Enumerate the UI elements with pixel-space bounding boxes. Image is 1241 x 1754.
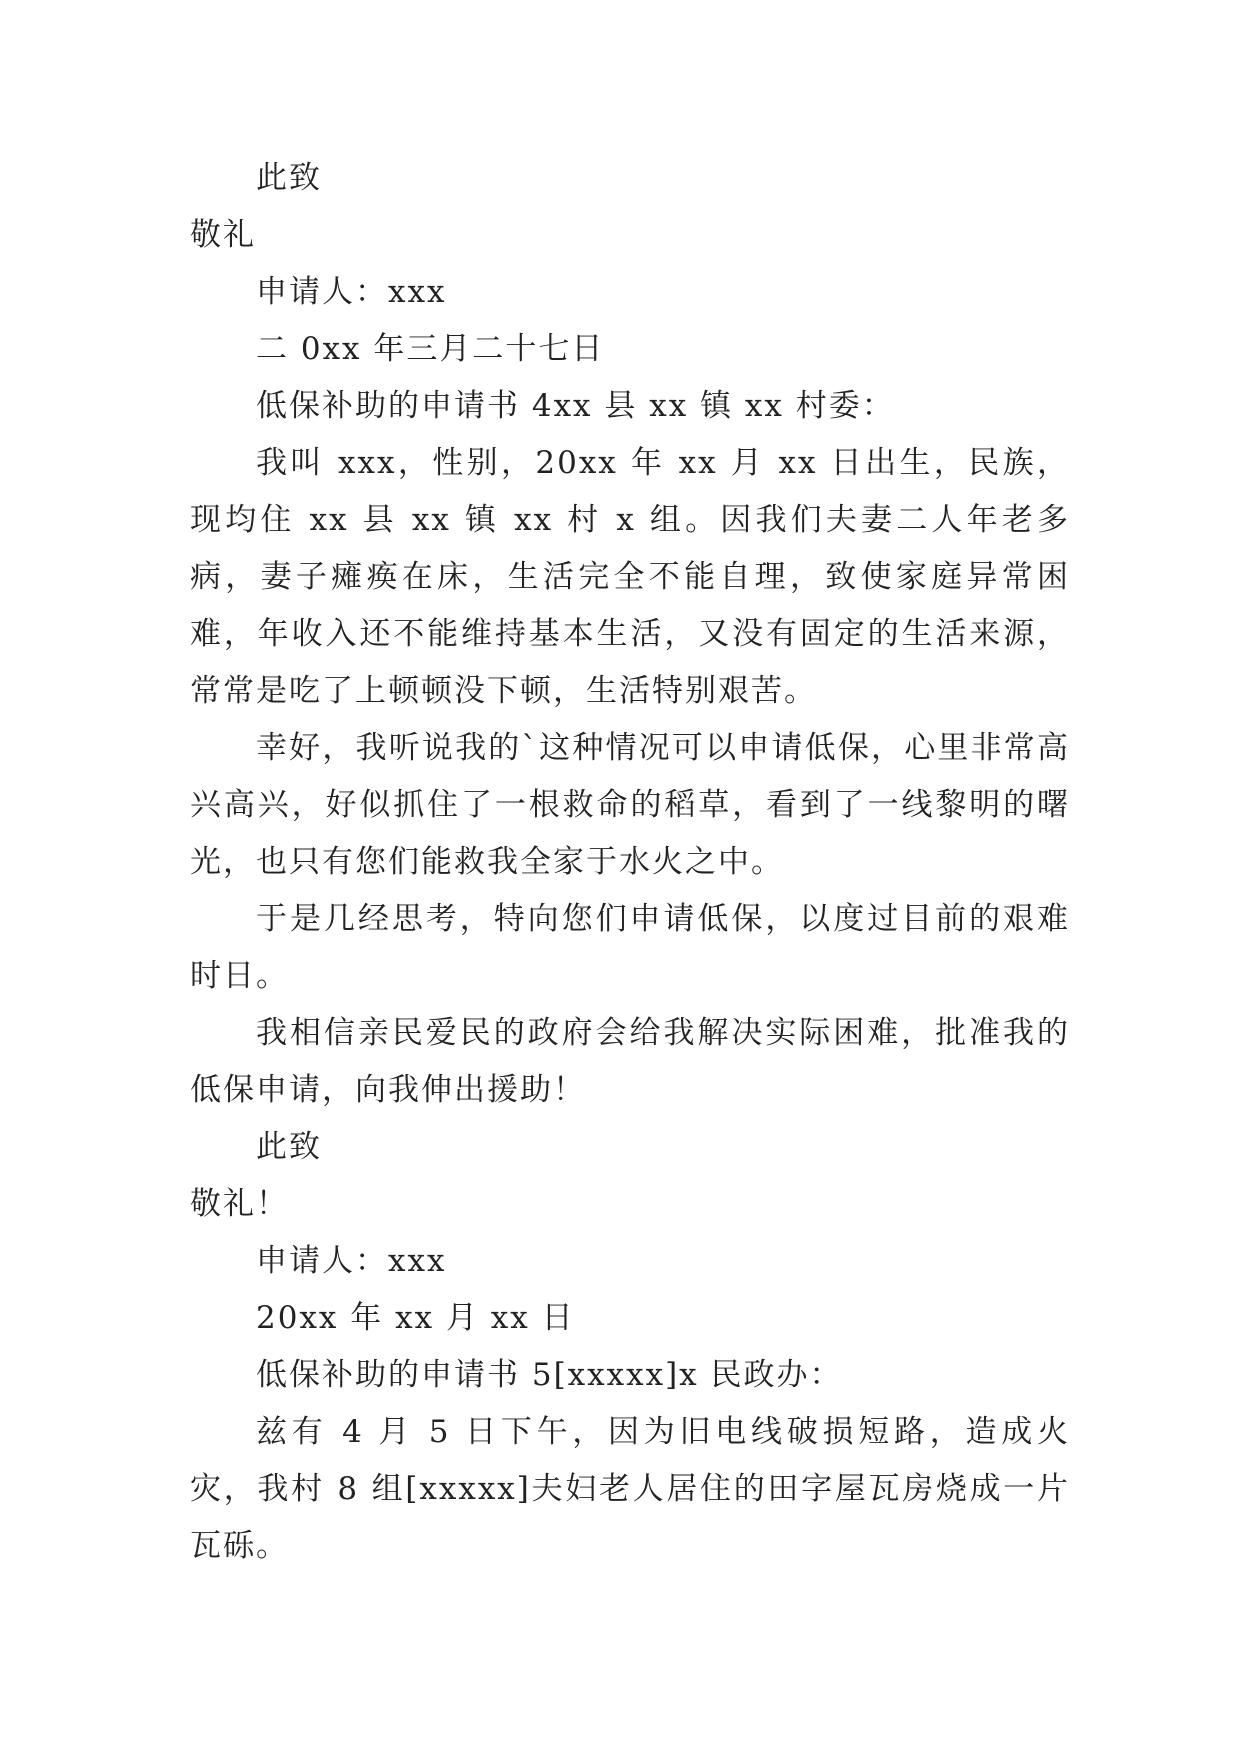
- date-line: 20xx 年 xx 月 xx 日: [256, 1300, 575, 1336]
- closing-salutation: 此致: [256, 1129, 322, 1165]
- body-paragraph: 幸好，我听说我的`这种情况可以申请低保，心里非常高兴高兴，好似抓住了一根救命的稻草，看到了一线黎明的曙光，也只有您们能救我全家于水火之中。: [190, 730, 1070, 880]
- document-body: [190, 150, 1070, 1575]
- closing-respect: 敬礼: [190, 217, 256, 253]
- letter-heading: 低保补助的申请书 4xx 县 xx 镇 xx 村委：: [256, 388, 895, 424]
- closing-respect: 敬礼！: [190, 1186, 289, 1222]
- closing-salutation: 此致: [256, 160, 322, 196]
- date-line: 二 0xx 年三月二十七日: [256, 331, 605, 367]
- body-paragraph: 我叫 xxx，性别，20xx 年 xx 月 xx 日出生，民族，现均住 xx 县 xx 镇 xx 村 x 组。因我们夫妻二人年老多病，妻子瘫痪在床，生活完全不能自理，致使家庭异常困难，年收入还不能维持基本生活，又没有固定的生活来源，常常是吃了上顿顿没下顿，生活特别艰苦。: [190, 445, 1070, 709]
- applicant-line: 申请人：xxx: [256, 274, 447, 310]
- letter-heading: 低保补助的申请书 5[xxxxx]x 民政办：: [256, 1357, 843, 1393]
- body-paragraph: 于是几经思考，特向您们申请低保，以度过目前的艰难时日。: [190, 901, 1070, 994]
- body-paragraph: 兹有 4 月 5 日下午，因为旧电线破损短路，造成火灾，我村 8 组[xxxxx]夫妇老人居住的田字屋瓦房烧成一片瓦砾。: [190, 1414, 1070, 1564]
- body-paragraph: 我相信亲民爱民的政府会给我解决实际困难，批准我的低保申请，向我伸出援助！: [190, 1015, 1070, 1108]
- applicant-line: 申请人：xxx: [256, 1243, 447, 1279]
